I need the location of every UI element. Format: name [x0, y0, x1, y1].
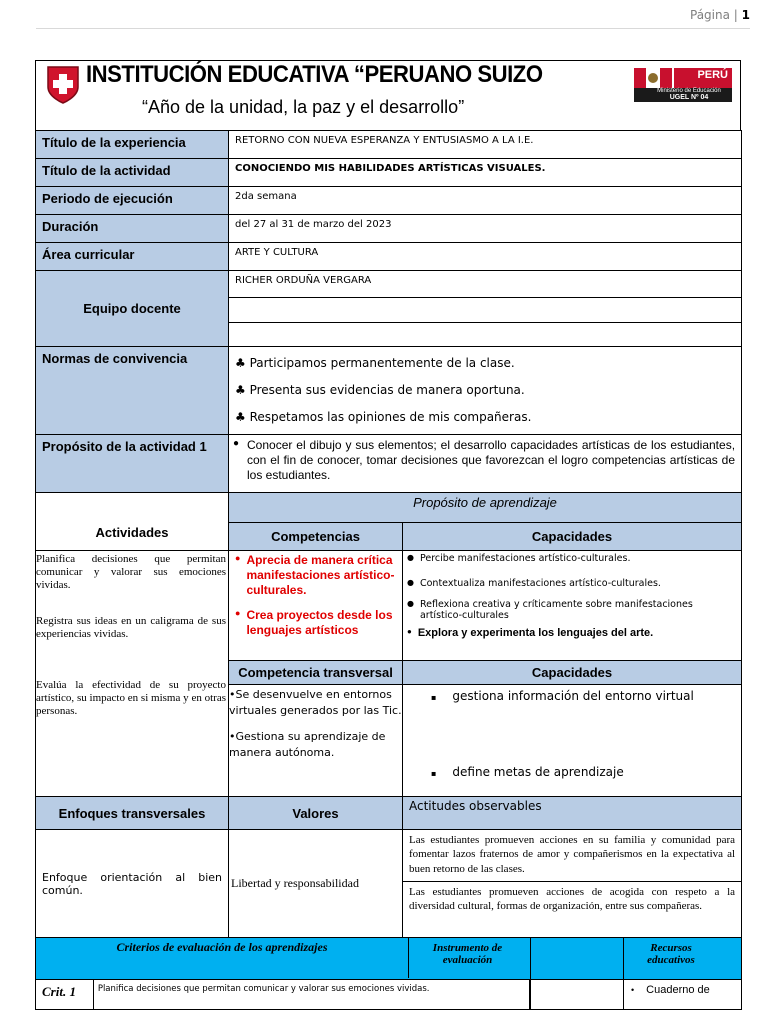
document-header [35, 60, 741, 130]
capacidad-item: ● Percibe manifestaciones artístico-culturales. [407, 553, 631, 564]
capacidades2-header: Capacidades [403, 661, 742, 685]
equipo-label: Equipo docente [36, 271, 229, 347]
equipo-empty-row [229, 323, 742, 347]
instrumento-header: Instrumento de evaluación [408, 938, 526, 978]
norma-item: ♣ Presenta sus evidencias de manera oportuna. [235, 383, 525, 397]
criterios-title: Criterios de evaluación de los aprendizajes [116, 940, 328, 954]
periodo-value: 2da semana [229, 187, 742, 215]
competencias-header: Competencias [229, 523, 403, 551]
school-shield-icon [46, 65, 80, 105]
year-motto: “Año de la unidad, la paz y el desarrollo” [142, 97, 465, 117]
actitudes-header: Actitudes observables [403, 797, 742, 830]
periodo-label: Periodo de ejecución [36, 187, 229, 215]
actitud-item: Las estudiantes promueven acciones en su familia y comunidad para fomentar lazos fraternos de amor y compañerismos en la expectativa al buen retorno de las clases. [403, 830, 742, 882]
actitud-item: Las estudiantes promueven acciones de acogida con respeto a la diversidad cultural, formas de organización, entre sus compañeras. [403, 882, 742, 938]
crit1-label: Crit. 1 [36, 980, 94, 1009]
actividad-value: CONOCIENDO MIS HABILIDADES ARTÍSTICAS VISUALES. [229, 159, 742, 187]
bullet-icon: • [631, 985, 635, 995]
norma-item: ♣ Participamos permanentemente de la clase. [235, 356, 515, 370]
capacidades-list [403, 551, 742, 661]
experiencia-value: RETORNO CON NUEVA ESPERANZA Y ENTUSIASMO A LA I.E. [229, 131, 742, 159]
capacidad-item-bold: ● Explora y experimenta los lenguajes del arte. [407, 627, 654, 639]
normas-list [229, 347, 742, 435]
actividad-item: Registra sus ideas en un caligrama de sus experiencias vividas. [36, 614, 226, 640]
planning-table [35, 130, 742, 1010]
capacidad2-item: ▪ gestiona información del entorno virtual [431, 689, 694, 703]
recurso-text: Cuaderno de [646, 984, 710, 996]
bullet-icon: ● [233, 438, 240, 449]
capacidad2-item: ▪ define metas de aprendizaje [431, 765, 624, 779]
recursos-label: Recursos educativos [647, 942, 695, 966]
valor-value: Libertad y responsabilidad [229, 830, 403, 938]
capacidad-item: ● Reflexiona creativa y críticamente sobre manifestaciones artístico-culturales [407, 599, 693, 621]
enfoque-value: Enfoque orientación al bien común. [36, 830, 229, 938]
proposito-value: Conocer el dibujo y sus elementos; el desarrollo capacidades artísticas de los estudiantes, con el fin de conocer, tomar decisiones que favorezcan el logro competencias artísticas de los estudiantes. [247, 438, 736, 482]
page-number: Página | 1 [690, 8, 750, 22]
logo-ugel-text: UGEL Nº 04 [669, 94, 709, 101]
norma-item: ♣ Respetamos las opiniones de mis compañeras. [235, 410, 532, 424]
area-label: Área curricular [36, 243, 229, 271]
transversal-list [229, 685, 403, 797]
page-number-value: 1 [741, 8, 750, 22]
normas-label: Normas de convivencia [36, 347, 229, 435]
proposito-aprendizaje-header: Propósito de aprendizaje [229, 493, 742, 523]
actividad-label: Título de la actividad [36, 159, 229, 187]
actividades-header: Actividades [36, 493, 229, 551]
actividades-list [36, 551, 229, 797]
capacidades2-list [403, 685, 742, 797]
page-rule [36, 28, 750, 29]
actividad-item: Evalúa la efectividad de su proyecto artístico, su impacto en si misma y en otras personas. [36, 678, 226, 718]
school-name: INSTITUCIÓN EDUCATIVA “PERUANO SUIZO [86, 61, 543, 88]
actividad-item: Planifica decisiones que permitan comunicar y valorar sus emociones vividas. [36, 553, 226, 592]
crit1-recurso [531, 980, 742, 1010]
enfoques-header: Enfoques transversales [36, 797, 229, 830]
transversal-item: •Gestiona su aprendizaje de manera autónoma. [229, 729, 386, 759]
valores-header: Valores [229, 797, 403, 830]
competencia-item: ● Aprecia de manera crítica manifestaciones artístico-culturales. [235, 553, 395, 597]
capacidades-header: Capacidades [403, 523, 742, 551]
crit1-text: Planifica decisiones que permitan comunicar y valorar sus emociones vividas. [94, 980, 530, 1009]
crit1-row [36, 980, 531, 1010]
experiencia-label: Título de la experiencia [36, 131, 229, 159]
proposito-label: Propósito de la actividad 1 [36, 435, 229, 493]
recursos-header [531, 938, 742, 980]
equipo-value: RICHER ORDUÑA VERGARA [229, 271, 742, 298]
capacidad-item: ● Contextualiza manifestaciones artístico-culturales. [407, 578, 661, 589]
equipo-empty-row [229, 298, 742, 323]
proposito-cell [229, 435, 742, 493]
page-label: Página [690, 8, 730, 22]
logo-ministry-text: Ministerio de Educación [657, 88, 721, 94]
area-value: ARTE Y CULTURA [229, 243, 742, 271]
transversal-header: Competencia transversal [229, 661, 403, 685]
competencia-item: ● Crea proyectos desde los lenguajes artísticos [235, 608, 393, 637]
competencias-list [229, 551, 403, 661]
duracion-value: del 27 al 31 de marzo del 2023 [229, 215, 742, 243]
transversal-item: •Se desenvuelve en entornos virtuales generados por las Tic. [229, 688, 402, 717]
logo-peru-text: PERÚ [697, 69, 728, 81]
duracion-label: Duración [36, 215, 229, 243]
criterios-header [36, 938, 531, 980]
